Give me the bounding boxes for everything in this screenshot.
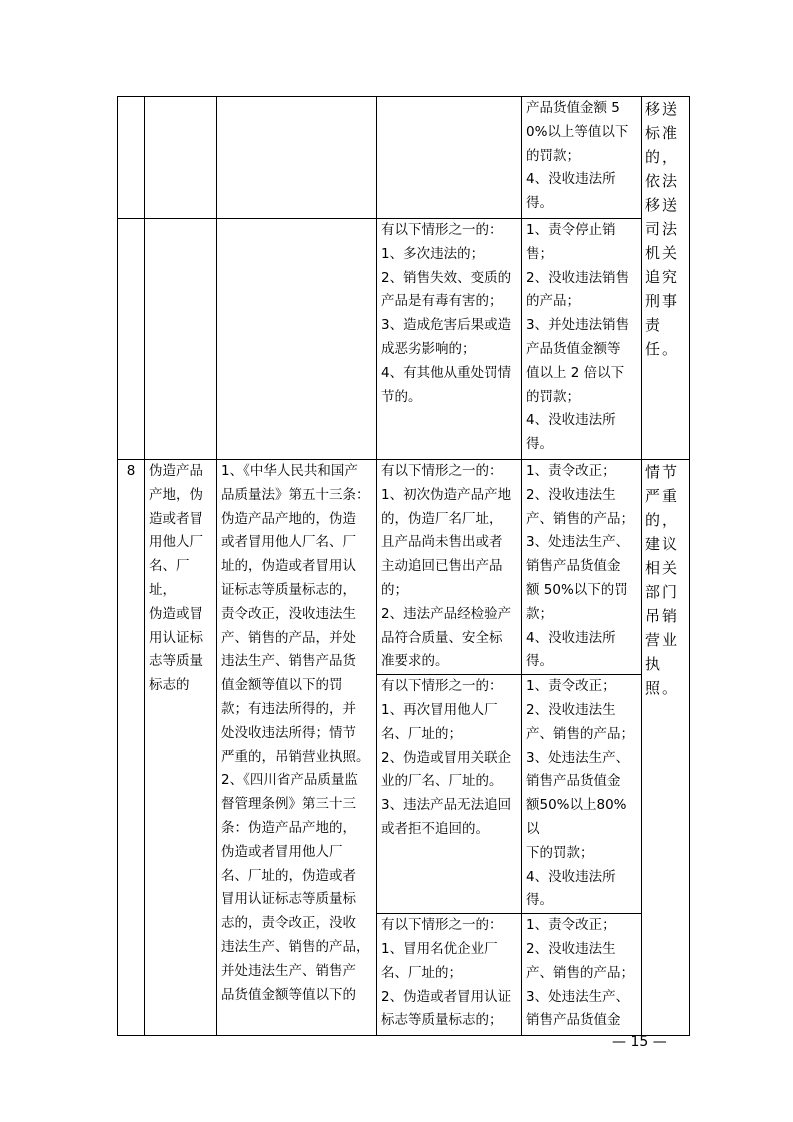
text-line: 1、责令改正； — [526, 463, 616, 479]
text-line: 产品货值金额 5 — [526, 100, 620, 116]
penalty-cell-b — [522, 675, 642, 914]
text-line: 产、销售的产品； — [526, 964, 634, 981]
text-line: 3、并处违法销售 — [526, 317, 630, 334]
text-line: 0%以上等值以下 — [526, 123, 629, 140]
text-line: 款；有违法所得的，并 — [221, 700, 356, 717]
text-line: 标志的 — [149, 677, 190, 694]
text-line: 伪造或者冒用他人厂 — [221, 843, 343, 860]
text-line: 产、销售的产品； — [526, 510, 634, 527]
cont-item-name-cell — [145, 97, 217, 219]
text-line: 名、厂址的，伪造或者 — [221, 867, 356, 884]
text-line: 得。 — [526, 195, 553, 212]
text-line: 责 — [645, 316, 663, 334]
text-line: 用认证标 — [149, 629, 203, 646]
text-line: 下的罚款； — [526, 844, 594, 861]
remark-cell — [642, 460, 690, 1036]
text-line: 的产品； — [526, 293, 580, 310]
text-line: 移送 — [645, 100, 680, 118]
row-number: 8 — [126, 463, 136, 479]
text-line: 值以上 2 倍以下 — [526, 364, 625, 381]
text-line: 伪造产品产地的，伪造 — [221, 510, 356, 527]
text-line: 3、违法产品无法追回 — [381, 797, 512, 814]
text-line: 址的，伪造或者冒用认 — [221, 558, 356, 575]
text-line: 3、处违法生产、 — [526, 988, 630, 1005]
text-line: 2、没收违法生 — [526, 486, 616, 503]
text-line: 任。 — [645, 340, 680, 358]
text-line: 伪造产品 — [149, 463, 203, 479]
penalty-cell-a — [522, 460, 642, 675]
table-row — [118, 97, 690, 219]
text-line: 或者冒用他人厂名、厂 — [221, 534, 356, 551]
text-line: 2、《四川省产品质量监 — [221, 772, 358, 789]
text-line: 相关 — [645, 559, 680, 577]
cont-penalty-cell-b — [522, 219, 642, 460]
text-line: 1、责令改正； — [526, 917, 616, 934]
text-line: 责令改正，没收违法生 — [221, 605, 356, 622]
text-line: 执 — [645, 655, 663, 673]
text-line: 销售产品货值金 — [526, 773, 621, 790]
cont-circumstance-cell-b — [377, 219, 522, 460]
text-line: 额50%以上80%以 — [526, 797, 627, 837]
text-line: 标志等质量标志的； — [381, 1012, 503, 1029]
table-row — [118, 460, 690, 675]
text-line: 照。 — [645, 679, 680, 697]
text-line: 1、责令改正； — [526, 678, 616, 695]
text-line: 2、伪造或冒用关联企 — [381, 749, 512, 766]
text-line: 名、厂址的； — [381, 725, 462, 742]
text-line: 1、再次冒用他人厂 — [381, 701, 498, 718]
text-line: 的， — [645, 148, 680, 166]
text-line: 得。 — [526, 653, 553, 670]
text-line: 得。 — [526, 436, 553, 453]
text-line: 品质量法》第五十三条： — [221, 486, 370, 503]
text-line: 1、冒用名优企业厂 — [381, 940, 498, 957]
cont-penalty-cell-a — [522, 97, 642, 219]
cont-circumstance-cell-a — [377, 97, 522, 219]
text-line: 4、没收违法所 — [526, 171, 616, 188]
text-line: 产、销售的产品； — [526, 725, 634, 742]
text-line: 造或者冒 — [149, 510, 203, 527]
text-line: 机关 — [645, 244, 680, 262]
text-line: 2、没收违法销售 — [526, 269, 630, 286]
text-line: 依法 — [645, 172, 680, 190]
text-line: 产品是有毒有害的； — [381, 293, 503, 310]
text-line: 伪造或冒 — [149, 605, 203, 622]
text-line: 2、违法产品经检验产 — [381, 605, 512, 622]
text-line: 3、造成危害后果或造 — [381, 317, 512, 334]
text-line: 品符合质量、安全标 — [381, 629, 503, 646]
text-line: 产、销售的产品，并处 — [221, 629, 356, 646]
text-line: 标准 — [645, 124, 680, 142]
text-line: 售； — [526, 245, 553, 262]
text-line: 营业 — [645, 631, 680, 649]
row-number-cell — [118, 460, 145, 1036]
text-line: 移送 — [645, 196, 680, 214]
cont-legal-basis-cell — [217, 97, 377, 219]
text-line: 的罚款； — [526, 147, 580, 164]
text-line: 2、伪造或者冒用认证 — [381, 988, 512, 1005]
text-line: 严重 — [645, 487, 680, 505]
text-line: 有以下情形之一的： — [381, 678, 503, 695]
text-line: 处没收违法所得；情节 — [221, 724, 356, 741]
text-line: 刑事 — [645, 292, 680, 310]
text-line: 用他人厂 — [149, 534, 203, 551]
table-row — [118, 219, 690, 460]
text-line: 吊销 — [645, 607, 680, 625]
cont-empty-cell — [118, 219, 145, 460]
text-line: 条：伪造产品产地的， — [221, 819, 356, 836]
text-line: 志等质量 — [149, 653, 203, 670]
cont-empty-cell — [217, 219, 377, 460]
text-line: 1、多次违法的； — [381, 245, 485, 262]
text-line: 督管理条例》第三十三 — [221, 796, 356, 813]
text-line: 成恶劣影响的； — [381, 340, 476, 357]
text-line: 4、没收违法所 — [526, 629, 616, 646]
text-line: 4、有其他从重处罚情 — [381, 364, 512, 381]
circumstance-cell-c — [377, 914, 522, 1036]
text-line: 的，伪造厂名厂址， — [381, 510, 503, 527]
text-line: 追究 — [645, 268, 680, 286]
text-line: 值金额等值以下的罚 — [221, 677, 343, 694]
text-line: 或者拒不追回的。 — [381, 820, 489, 837]
text-line: 司法 — [645, 220, 680, 238]
text-line: 证标志等质量标志的， — [221, 581, 356, 598]
text-line: 4、没收违法所 — [526, 868, 616, 885]
text-line: 部门 — [645, 583, 680, 601]
text-line: 冒用认证标志等质量标 — [221, 891, 356, 908]
text-line: 3、处违法生产、 — [526, 534, 630, 551]
text-line: 的罚款； — [526, 388, 580, 405]
text-line: 1、《中华人民共和国产 — [221, 463, 358, 479]
item-name-cell — [145, 460, 217, 1036]
text-line: 并处违法生产、销售产 — [221, 962, 356, 979]
text-line: 得。 — [526, 892, 553, 909]
text-line: 销售产品货值金 — [526, 558, 621, 575]
text-line: 产品货值金额等 — [526, 340, 621, 357]
text-line: 准要求的。 — [381, 653, 449, 670]
text-line: 2、没收违法生 — [526, 940, 616, 957]
legal-basis-cell — [217, 460, 377, 1036]
text-line: 额 50%以下的罚 — [526, 581, 628, 598]
text-line: 2、销售失效、变质的 — [381, 269, 512, 286]
text-line: 有以下情形之一的： — [381, 463, 503, 479]
text-line: 志的，责令改正，没收 — [221, 915, 356, 932]
circumstance-cell-b — [377, 675, 522, 914]
cont-empty-cell — [145, 219, 217, 460]
text-line: 有以下情形之一的： — [381, 917, 503, 934]
text-line: 3、处违法生产、 — [526, 749, 630, 766]
circumstance-cell-a — [377, 460, 522, 675]
text-line: 1、初次伪造产品产地 — [381, 486, 512, 503]
penalty-standard-table — [117, 96, 690, 1036]
text-line: 产地，伪 — [149, 486, 203, 503]
text-line: 有以下情形之一的： — [381, 222, 503, 238]
text-line: 违法生产、销售的产品， — [221, 938, 370, 955]
text-line: 主动追回已售出产品 — [381, 558, 503, 575]
text-line: 名、厂址的； — [381, 964, 462, 981]
text-line: 情节 — [645, 463, 680, 481]
text-line: 业的厂名、厂址的。 — [381, 773, 503, 790]
text-line: 严重的，吊销营业执照。 — [221, 748, 370, 765]
text-line: 1、责令停止销 — [526, 222, 616, 238]
penalty-cell-c — [522, 914, 642, 1036]
text-line: 品货值金额等值以下的 — [221, 986, 356, 1003]
text-line: 节的。 — [381, 388, 422, 405]
text-line: 建议 — [645, 535, 680, 553]
text-line: 销售产品货值金 — [526, 1012, 621, 1029]
text-line: 2、没收违法生 — [526, 701, 616, 718]
page-number: — 15 — — [612, 1034, 667, 1050]
cont-remark-cell — [642, 97, 690, 460]
text-line: 且产品尚未售出或者 — [381, 534, 503, 551]
text-line: 4、没收违法所 — [526, 412, 616, 429]
text-line: 的； — [381, 581, 408, 598]
text-line: 款； — [526, 605, 553, 622]
text-line: 名、厂址， — [149, 558, 190, 598]
text-line: 的， — [645, 511, 680, 529]
cont-number-cell — [118, 97, 145, 219]
text-line: 违法生产、销售产品货 — [221, 653, 356, 670]
